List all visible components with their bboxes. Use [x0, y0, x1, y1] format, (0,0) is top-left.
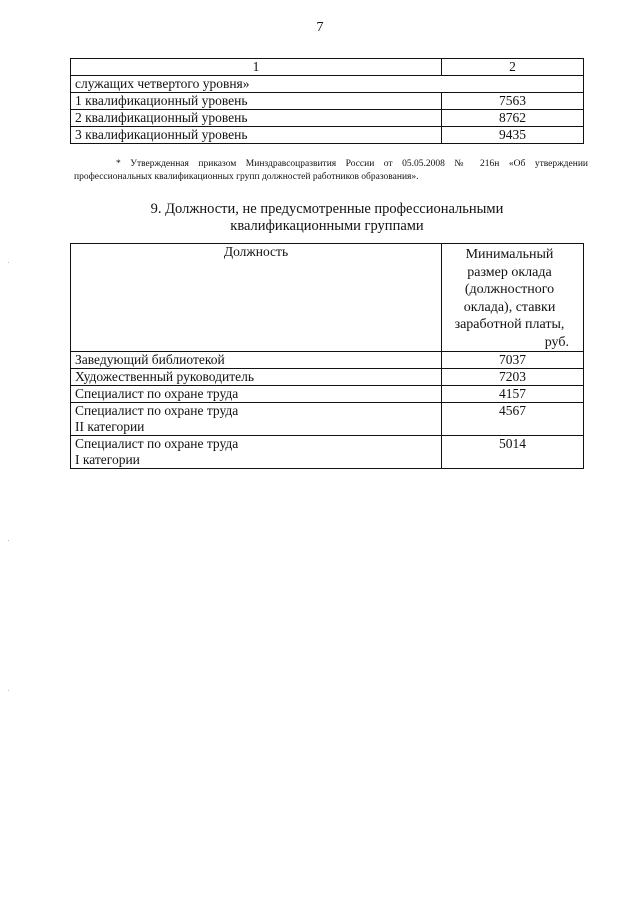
- table-row: [71, 386, 584, 403]
- table-row: [71, 110, 584, 127]
- row-value: 4567: [442, 403, 584, 436]
- column-number-2: 2: [442, 59, 584, 76]
- table-row: [71, 352, 584, 369]
- row-value: 8762: [442, 110, 584, 127]
- positions-table: [70, 243, 584, 469]
- header-salary-line: руб.: [544, 334, 569, 350]
- section-title-line-1: 9. Должности, не предусмотренные профессиональными: [150, 201, 504, 217]
- column-number-1: 1: [71, 59, 442, 76]
- row-label: [71, 352, 442, 369]
- header-salary-line: (должностного: [464, 282, 555, 297]
- table-header-row: [71, 244, 584, 352]
- table-row: [71, 127, 584, 144]
- row-value: 7203: [442, 369, 584, 386]
- row-value: 7563: [442, 93, 584, 110]
- row-label-line: Заведующий библиотекой: [75, 352, 225, 367]
- table-row: [71, 436, 584, 469]
- table-row: [71, 403, 584, 436]
- footnote: * Утвержденная приказом Минздравсоцразвития России от 05.05.2008 № 216н «Об утверждении профессиональных квалификационных групп должностей работников образования».: [74, 159, 588, 182]
- row-label: [71, 369, 442, 386]
- row-label: 2 квалификационный уровень: [71, 110, 442, 127]
- row-value: 5014: [442, 436, 584, 469]
- row-label: [71, 403, 442, 436]
- row-value: 7037: [442, 352, 584, 369]
- header-salary-line: Минимальный: [465, 247, 554, 262]
- row-label: [71, 436, 442, 469]
- scan-artifact: [8, 540, 9, 541]
- qualification-levels-table: [70, 58, 584, 144]
- continuation-row-label: служащих четвертого уровня»: [71, 76, 584, 93]
- row-label: 3 квалификационный уровень: [71, 127, 442, 144]
- section-title: [70, 201, 584, 235]
- header-salary-line: оклада), ставки: [463, 299, 556, 315]
- header-salary: [442, 244, 584, 352]
- row-label-line: II категории: [75, 419, 145, 434]
- header-salary-line: заработной платы,: [454, 317, 565, 332]
- row-label-line: I категории: [75, 452, 140, 467]
- page-number: 7: [316, 20, 324, 35]
- table-column-numbers-row: [71, 59, 584, 76]
- table-row: [71, 93, 584, 110]
- table-row: [71, 369, 584, 386]
- table-row: [71, 76, 584, 93]
- row-label-line: Художественный руководитель: [75, 369, 254, 384]
- section-title-line-2: квалификационными группами: [230, 218, 424, 234]
- header-salary-line: размер оклада: [467, 264, 552, 280]
- row-value: 9435: [442, 127, 584, 144]
- header-position: Должность: [71, 244, 442, 352]
- row-value: 4157: [442, 386, 584, 403]
- scan-artifact: [8, 262, 9, 263]
- row-label-line: Специалист по охране труда: [75, 436, 239, 451]
- row-label: 1 квалификационный уровень: [71, 93, 442, 110]
- row-label-line: Специалист по охране труда: [75, 403, 239, 418]
- scan-artifact: [8, 690, 9, 691]
- row-label-line: Специалист по охране труда: [75, 386, 239, 401]
- row-label: [71, 386, 442, 403]
